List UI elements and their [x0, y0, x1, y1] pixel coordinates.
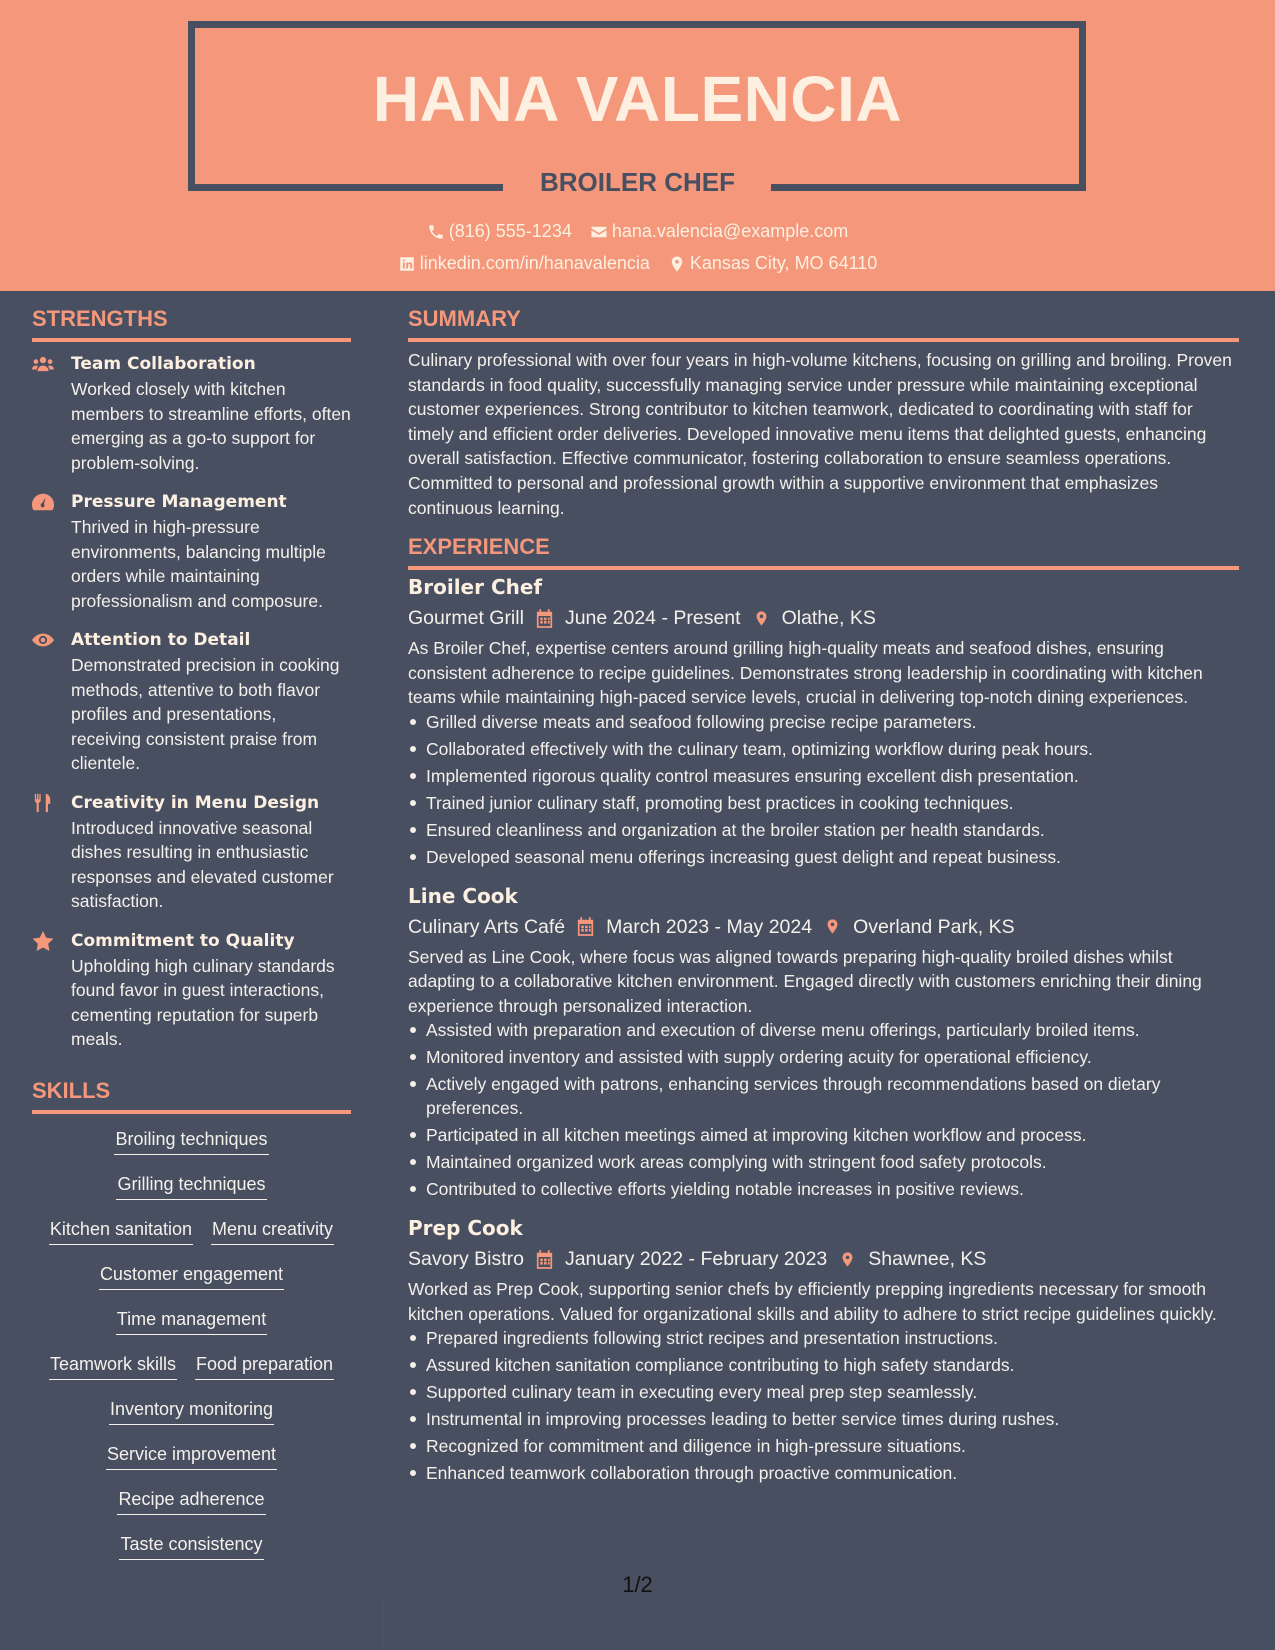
bullet-item: Contributed to collective efforts yielding notable increases in positive reviews.	[408, 1177, 1239, 1201]
email-text: hana.valencia@example.com	[611, 221, 849, 241]
strength-title: Creativity in Menu Design	[71, 792, 320, 813]
linkedin-text: linkedin.com/in/hanavalencia	[419, 253, 650, 273]
strengths-heading: STRENGTHS	[32, 306, 351, 342]
job-description: Worked as Prep Cook, supporting senior chefs by efficiently prepping ingredients necessary for smooth kitchen operations. Valued for organizational skills and ability to adhere to strict recipe guidelines quickly.	[408, 1279, 1217, 1324]
bullet-item: Developed seasonal menu offerings increasing guest delight and repeat business.	[408, 845, 1239, 869]
experience-section	[408, 572, 1239, 1497]
contact-row-1	[0, 221, 1275, 242]
skills-heading: SKILLS	[32, 1078, 351, 1114]
job-bullets	[408, 1018, 1239, 1201]
utensils-icon	[32, 793, 54, 813]
skill-tag: Recipe adherence	[117, 1487, 265, 1515]
contact-location	[668, 253, 877, 274]
summary-heading: SUMMARY	[408, 306, 1239, 342]
calendar-icon	[536, 609, 553, 628]
skill-tag: Customer engagement	[99, 1262, 284, 1290]
job-company: Savory Bistro	[408, 1248, 524, 1270]
strength-item	[32, 352, 351, 475]
strength-title: Pressure Management	[71, 492, 287, 512]
contact-row-2	[0, 253, 1275, 274]
bullet-item: Monitored inventory and assisted with supply ordering acuity for operational efficiency.	[408, 1045, 1239, 1069]
job-role: Prep Cook	[408, 1216, 523, 1240]
skill-tag: Menu creativity	[211, 1217, 334, 1245]
job-company: Gourmet Grill	[408, 607, 524, 629]
strength-item	[32, 490, 351, 613]
job-location: Overland Park, KS	[853, 915, 1015, 938]
bullet-item: Implemented rigorous quality control measures ensuring excellent dish presentation.	[408, 764, 1239, 788]
job-entry	[408, 572, 1239, 869]
skill-tag: Food preparation	[195, 1352, 334, 1380]
skills-list	[32, 1127, 351, 1577]
strength-desc: Worked closely with kitchen members to streamline efforts, often emerging as a go-to support for problem-solving.	[71, 379, 351, 473]
bullet-item: Assured kitchen sanitation compliance contributing to high safety standards.	[408, 1353, 1239, 1377]
bullet-item: Trained junior culinary staff, promoting best practices in cooking techniques.	[408, 791, 1239, 815]
bullet-item: Enhanced teamwork collaboration through proactive communication.	[408, 1461, 1239, 1485]
job-description: Served as Line Cook, where focus was aligned towards preparing high-quality broiled dishes whilst adapting to a collaborative kitchen environment. Engaged directly with customers enriching their dining experience through personalized interaction.	[408, 946, 1202, 1016]
job-location: Shawnee, KS	[868, 1248, 987, 1270]
skill-tag: Inventory monitoring	[109, 1397, 274, 1425]
skill-tag: Teamwork skills	[49, 1352, 177, 1380]
strength-item	[32, 929, 351, 1052]
job-description: As Broiler Chef, expertise centers around grilling high-quality meats and seafood dishes, ensuring consistent adherence to recipe guidelines. Demonstrates strong leadership in coordinating with kitchen teams while maintaining high-paced service levels, crucial in delivering top-notch dining experiences.	[408, 638, 1203, 707]
bullet-item: Participated in all kitchen meetings aimed at improving kitchen workflow and process.	[408, 1123, 1239, 1147]
bullet-item: Maintained organized work areas complying with stringent food safety protocols.	[408, 1150, 1239, 1174]
summary-section	[408, 340, 1239, 520]
skill-tag: Taste consistency	[119, 1532, 263, 1560]
map-pin-icon	[824, 917, 841, 936]
envelope-icon	[590, 223, 608, 241]
resume-header	[0, 0, 1275, 291]
map-pin-icon	[668, 255, 686, 273]
bullet-item: Actively engaged with patrons, enhancing services through recommendations based on dietary preferences.	[408, 1072, 1239, 1120]
location-text: Kansas City, MO 64110	[689, 253, 878, 273]
strength-title: Team Collaboration	[71, 354, 256, 374]
users-icon	[32, 354, 54, 374]
column-divider	[382, 1600, 383, 1650]
page-number: 1/2	[622, 1572, 653, 1597]
job-location: Olathe, KS	[781, 607, 876, 629]
contact-phone[interactable]	[427, 221, 572, 242]
linkedin-icon	[398, 255, 416, 273]
contact-email[interactable]	[590, 221, 848, 242]
strength-desc: Demonstrated precision in cooking methods, attentive to both flavor profiles and presentations, receiving consistent praise from clientele.	[71, 655, 340, 773]
bullet-item: Recognized for commitment and diligence in high-pressure situations.	[408, 1434, 1239, 1458]
strength-item	[32, 791, 351, 914]
bullet-item: Collaborated effectively with the culinary team, optimizing workflow during peak hours.	[408, 737, 1239, 761]
map-pin-icon	[753, 609, 770, 628]
job-bullets	[408, 1326, 1239, 1485]
strength-title: Commitment to Quality	[71, 930, 295, 951]
job-company: Culinary Arts Café	[408, 915, 566, 938]
bullet-item: Ensured cleanliness and organization at the broiler station per health standards.	[408, 818, 1239, 842]
job-role: Line Cook	[408, 883, 518, 908]
skill-tag: Time management	[116, 1307, 267, 1335]
summary-text: Culinary professional with over four years in high-volume kitchens, focusing on grilling and broiling. Proven standards in food quality, successfully managing service under pressure while maintaining exceptional customer experiences. Strong contributor to kitchen teamwork, dedicated to coordinating with staff for timely and efficient order deliveries. Developed innovative menu items that delighted guests, enhancing overall satisfaction. Effective communicator, fostering collaboration to ensure seamless operations. Committed to personal and professional growth within a supportive environment that emphasizes continuous learning.	[408, 350, 1232, 518]
job-meta	[408, 602, 1239, 634]
bullet-item: Grilled diverse meats and seafood following precise recipe parameters.	[408, 710, 1239, 734]
strength-desc: Introduced innovative seasonal dishes resulting in enthusiastic responses and elevated customer satisfaction.	[71, 817, 334, 911]
bullet-item: Assisted with preparation and execution of diverse menu offerings, particularly broiled items.	[408, 1018, 1239, 1042]
job-bullets	[408, 710, 1239, 869]
strength-item	[32, 628, 351, 776]
map-pin-icon	[839, 1250, 856, 1269]
strength-desc: Thrived in high-pressure environments, balancing multiple orders while maintaining professionalism and composure.	[71, 517, 326, 611]
bullet-item: Instrumental in improving processes leading to better service times during rushes.	[408, 1407, 1239, 1431]
job-meta	[408, 1243, 1239, 1275]
bullet-item: Supported culinary team in executing every meal prep step seamlessly.	[408, 1380, 1239, 1404]
skill-tag: Broiling techniques	[114, 1127, 268, 1155]
eye-icon	[32, 630, 54, 650]
phone-icon	[427, 223, 445, 241]
candidate-name: HANA VALENCIA	[372, 63, 903, 135]
job-role: Broiler Chef	[408, 575, 543, 599]
strength-title: Attention to Detail	[71, 630, 251, 650]
strengths-list	[32, 352, 351, 1067]
job-meta	[408, 911, 1239, 943]
strength-desc: Upholding high culinary standards found favor in guest interactions, cementing reputation for superb meals.	[71, 955, 335, 1049]
skill-tag: Service improvement	[106, 1442, 277, 1470]
calendar-icon	[577, 917, 594, 936]
contact-linkedin[interactable]	[398, 253, 650, 274]
calendar-icon	[536, 1250, 553, 1269]
bullet-item: Prepared ingredients following strict recipes and presentation instructions.	[408, 1326, 1239, 1350]
phone-text: (816) 555-1234	[448, 221, 572, 241]
skill-tag: Kitchen sanitation	[49, 1217, 193, 1245]
job-entry	[408, 881, 1239, 1202]
job-dates: June 2024 - Present	[564, 607, 741, 629]
star-icon	[32, 931, 54, 951]
job-dates: January 2022 - February 2023	[564, 1248, 828, 1270]
job-dates: March 2023 - May 2024	[606, 915, 813, 938]
job-title: BROILER CHEF	[540, 167, 735, 197]
experience-heading: EXPERIENCE	[408, 534, 1239, 570]
job-entry	[408, 1213, 1239, 1485]
gauge-icon	[32, 492, 54, 512]
skill-tag: Grilling techniques	[116, 1172, 266, 1200]
